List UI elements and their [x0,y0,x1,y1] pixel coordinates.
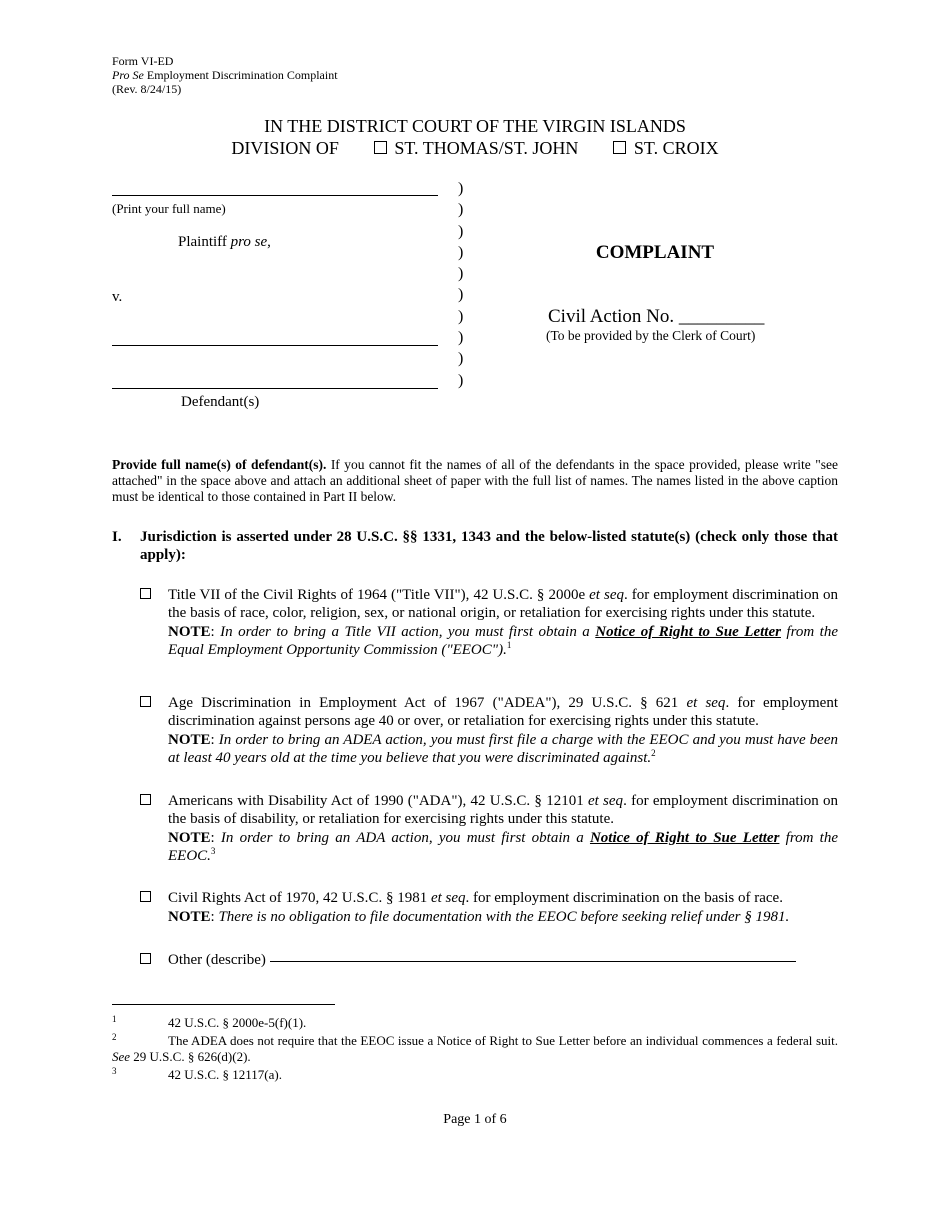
paren-1: ) [458,180,464,197]
paren-10: ) [458,371,464,389]
form-header [112,54,338,96]
statute-other [140,951,838,969]
form-title-pro-se: Pro Se [112,68,144,82]
civil-action-number: Civil Action No. _________ [548,306,765,327]
print-name-hint: (Print your full name) [112,201,226,216]
paren-9: ) [458,350,464,368]
ada-text-a: Americans with Disability Act of 1990 ("ADA"), 42 U.S.C. § 12101 [168,793,588,809]
title-vii-note-b: from the Equal Employment Opportunity Commission ("EEOC"). [168,624,838,658]
plaintiff-comma: , [267,234,271,250]
ada-note-label: NOTE [168,830,211,846]
st-croix-label: ST. CROIX [633,138,719,158]
form-id: Form VI-ED [112,54,174,68]
footnote-3-text: 42 U.S.C. § 12117(a). [168,1067,282,1082]
defendant-name-line-2[interactable] [112,388,438,389]
st-croix-checkbox[interactable] [613,141,626,154]
footnote-1 [112,1015,838,1031]
footnote-2-text-a: The ADEA does not require that the EEOC issue a Notice of Right to Sue Letter before an individual commences a federal suit. [168,1033,838,1048]
footnote-2-see: See [112,1049,131,1064]
title-vii-note-link: Notice of Right to Sue Letter [595,624,781,640]
other-describe-line[interactable] [270,961,796,962]
adea-text-a: Age Discrimination in Employment Act of 1967 ("ADEA"), 29 U.S.C. § 621 [168,695,687,711]
section-1-heading [112,528,838,564]
title-vii-text-b: . for employment discrimination on the basis of race, color, religion, sex, or national origin, or retaliation for exercising rights under this statute. [168,587,838,621]
st-thomas-checkbox[interactable] [374,141,387,154]
footnote-separator [112,1004,335,1005]
section-1981-note-a: There is no obligation to file documentation with the EEOC before seeking relief under § 1981. [214,909,790,925]
paren-5: ) [458,265,464,283]
ada-desc [168,792,838,828]
form-title-rest: Employment Discrimination Complaint [143,68,338,82]
st-thomas-label: ST. THOMAS/ST. JOHN [394,138,579,158]
paren-3: ) [458,222,464,240]
plaintiff-pro-se: pro se [230,234,268,250]
ada-text-b: . for employment discrimination on the basis of disability, or retaliation for exercising rights under this statute. [168,793,838,827]
section-1981-text-b: . for employment discrimination on the basis of race. [465,890,783,906]
form-title [112,68,338,82]
title-vii-desc [168,586,838,622]
section-1981-desc [168,889,838,907]
paren-2: ) [458,201,464,219]
statute-title-vii [140,586,838,659]
instructions-lead: Provide full name(s) of defendant(s). [112,457,327,472]
adea-text-b: . for employment discrimination against persons age 40 or over, or retaliation for exercising rights under this statute. [168,695,838,729]
footnote-2-mark: 2 [112,1032,117,1042]
ada-note-a: In order to bring an ADA action, you must first obtain a [214,830,590,846]
other-label: Other (describe) [168,952,266,968]
defendant-instructions [112,457,838,505]
adea-et-seq: et seq [686,695,726,711]
statute-section-1981 [140,889,838,926]
section-1981-checkbox[interactable] [140,891,151,902]
section-1981-note-label: NOTE [168,909,211,925]
footnote-ref-3[interactable]: 3 [210,846,216,856]
adea-note-a: In order to bring an ADEA action, you must first file a charge with the EEOC and you must have been at least 40 years old at the time you believe that you were discriminated against. [168,732,838,766]
section-1981-note: NOTE: There is no obligation to file documentation with the EEOC before seeking relief under § 1981. [168,909,790,925]
title-vii-checkbox[interactable] [140,588,151,599]
ada-note-link: Notice of Right to Sue Letter [589,830,780,846]
title-vii-note: NOTE: In order to bring a Title VII action, you must first obtain a Notice of Right to Sue Letter from the Equal Employment Opportunity Commission ("EEOC").$^1$ [168,624,838,658]
footnote-ref-2[interactable]: 2 [651,748,656,758]
complaint-title: COMPLAINT [595,242,715,263]
versus-label: v. [112,289,123,305]
ada-et-seq: et seq [587,793,624,809]
page-number: Page 1 of 6 [443,1112,507,1127]
clerk-note: (To be provided by the Clerk of Court) [546,328,756,343]
ada-note-b: from the EEOC. [168,830,838,864]
footnote-ref-1[interactable]: 1 [506,640,512,650]
plaintiff-name-line[interactable] [112,195,438,196]
section-1-number: I. [112,529,122,545]
title-vii-text-a: Title VII of the Civil Rights of 1964 ("Title VII"), 42 U.S.C. § 2000e [168,587,590,603]
adea-note: NOTE: In order to bring an ADEA action, you must first file a charge with the EEOC and you must have been at least 40 years old at the time you believe that you were discriminated against.$^2$ [168,732,838,766]
paren-8: ) [458,329,464,347]
footnote-1-text: 42 U.S.C. § 2000e-5(f)(1). [168,1015,307,1030]
paren-4: ) [458,243,464,261]
division-line [0,137,950,159]
footnote-3-mark: 3 [112,1066,117,1076]
instructions-text: If you cannot fit the names of all of the defendants in the space provided, please write "see attached" in the space above and attach an additional sheet of paper with the full list of names. The names listed in the above caption must be identical to those contained in Part II below. [112,457,838,504]
ada-note: NOTE: In order to bring an ADA action, you must first obtain a Notice of Right to Sue Letter from the EEOC.$^3$ [168,830,838,864]
section-1981-et-seq: et seq [430,890,466,906]
footnote-2-text-b: 29 U.S.C. § 626(d)(2). [130,1049,251,1064]
adea-checkbox[interactable] [140,696,151,707]
plaintiff-text: Plaintiff [178,234,231,250]
caption-parens [458,178,472,391]
title-vii-note-label: NOTE [168,624,211,640]
statute-adea [140,694,838,767]
footnote-2 [112,1033,838,1065]
adea-desc [168,694,838,730]
footnote-2-text [112,1033,838,1065]
statute-ada [140,792,838,865]
plaintiff-label [178,234,271,251]
division-label: DIVISION OF [231,138,339,158]
defendants-label: Defendant(s) [181,394,260,410]
defendant-name-line-1[interactable] [112,345,438,346]
other-checkbox[interactable] [140,953,151,964]
section-1981-text-a: Civil Rights Act of 1970, 42 U.S.C. § 1981 [168,890,431,906]
section-1-text: Jurisdiction is asserted under 28 U.S.C. §§ 1331, 1343 and the below-listed statute(s) (check only those that apply): [140,529,838,563]
ada-checkbox[interactable] [140,794,151,805]
title-vii-note-a: In order to bring a Title VII action, you must first obtain a [214,624,596,640]
form-revision: (Rev. 8/24/15) [112,82,182,96]
title-vii-et-seq: et seq [589,587,624,603]
footnote-1-mark: 1 [112,1014,117,1024]
paren-6: ) [458,286,464,304]
adea-note-label: NOTE [168,732,211,748]
paren-7: ) [458,307,464,325]
court-title: IN THE DISTRICT COURT OF THE VIRGIN ISLANDS [264,116,686,136]
footnote-3 [112,1067,838,1083]
